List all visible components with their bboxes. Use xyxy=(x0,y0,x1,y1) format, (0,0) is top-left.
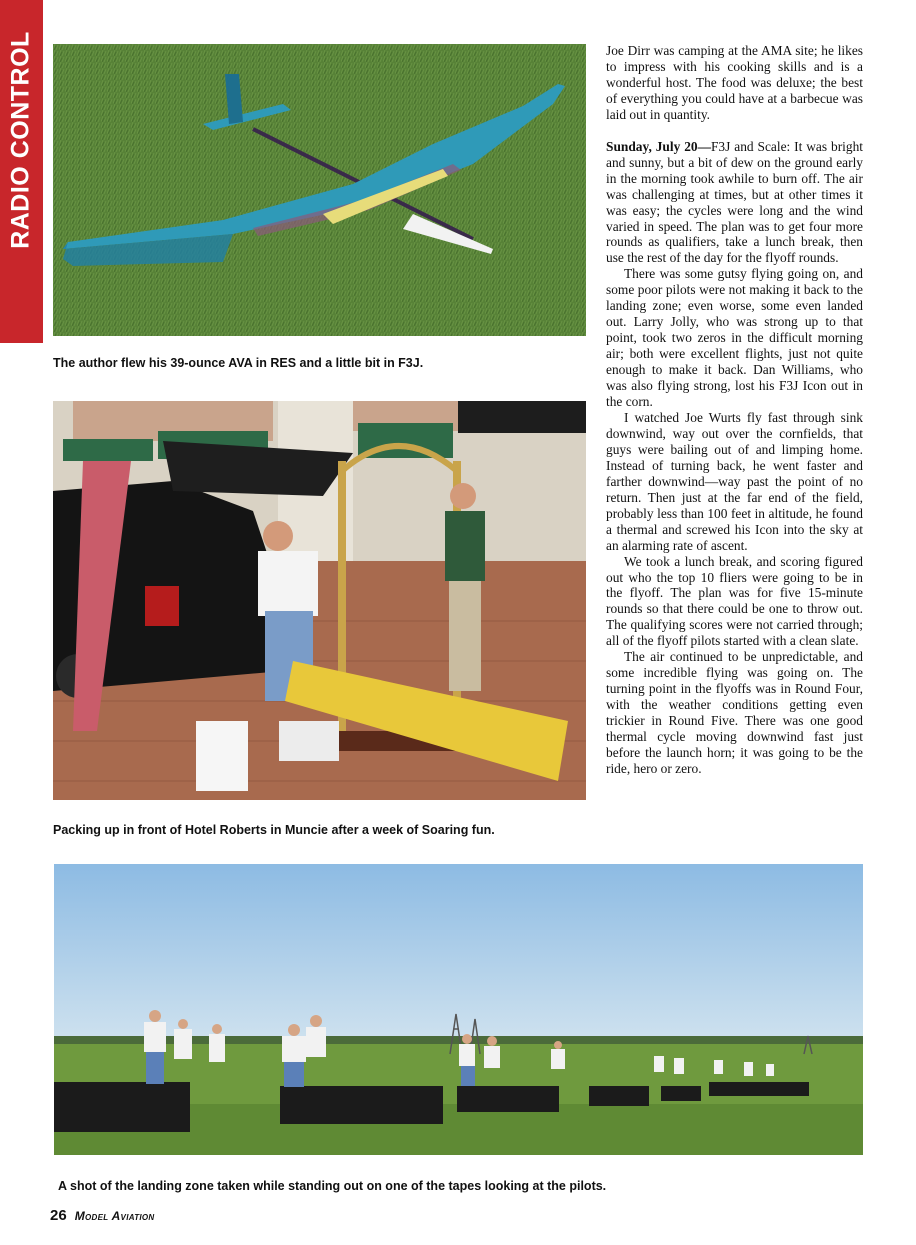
hotel-image xyxy=(53,401,586,800)
article-paragraph-2 xyxy=(606,139,863,267)
article-paragraph-1: Joe Dirr was camping at the AMA site; he likes to impress with his cooking skills and is a wonderful host. The food was deluxe; the best of everything you could have at a barbecue was laid out in quantity. xyxy=(606,43,863,122)
section-tab-label: RADIO CONTROL xyxy=(6,31,35,249)
article-paragraph-3: There was some gutsy flying going on, and some poor pilots were not making it back to the landing zone; even worse, some even landed out. Larry Jolly, who was strong up to that point, took two zeros in the difficult morning air; both were excellent flights, just not quite enough to make it back. Dan Williams, who was also flying strong, lost his F3J Icon out in the corn. xyxy=(606,266,863,410)
article-paragraph-4: I watched Joe Wurts fly fast through sink downwind, way out over the cornfields, that guys were bailing out of and limping home. Instead of turning back, he went faster and farther downwind—way past the point of no return. Then just at the far end of the field, probably less than 100 feet in altitude, he found a thermal and screwed his Icon into the sky at an alarming rate of ascent. xyxy=(606,409,863,553)
glider-photo xyxy=(53,44,586,336)
landing-zone-photo xyxy=(54,864,863,1155)
hotel-caption: Packing up in front of Hotel Roberts in Muncie after a week of Soaring fun. xyxy=(53,823,495,837)
sunday-heading: Sunday, July 20— xyxy=(606,138,711,154)
article-paragraph-2-text: F3J and Scale: It was bright and sunny, but a bit of dew on the ground early in the morning took awhile to burn off. The air was challenging at times, but at other times it was easy; the cycles were long and the wind varied in speed. The plan was to get four more rounds as qualifiers, take a lunch break, then use the rest of the day for the flyoff rounds. xyxy=(606,138,863,266)
magazine-name: Model Aviation xyxy=(74,1209,155,1223)
hotel-photo xyxy=(53,401,586,800)
article-paragraph-6: The air continued to be unpredictable, and some incredible flying was going on. The turning point in the flyoffs was in Round Four, with the weather conditions getting even trickier in Round Five. There was one good thermal cycle moving downwind fast just before the launch horn; it was going to be the ride, hero or zero. xyxy=(606,649,863,776)
landing-zone-image xyxy=(54,864,863,1155)
glider-image xyxy=(53,44,586,336)
page-footer xyxy=(50,1207,155,1224)
article-paragraph-5: We took a lunch break, and scoring figured out who the top 10 fliers were going to be in the flyoff. The plan was for five 15-minute rounds so that there could be one to throw out. The qualifying scores were not carried through; all of the flyoff pilots started with a clean slate. xyxy=(606,553,863,649)
article-body xyxy=(606,43,863,777)
section-tab xyxy=(0,0,43,343)
glider-caption: The author flew his 39-ounce AVA in RES and a little bit in F3J. xyxy=(53,356,424,370)
landing-zone-caption: A shot of the landing zone taken while standing out on one of the tapes looking at the pilots. xyxy=(58,1179,607,1193)
page-number: 26 xyxy=(50,1207,67,1224)
